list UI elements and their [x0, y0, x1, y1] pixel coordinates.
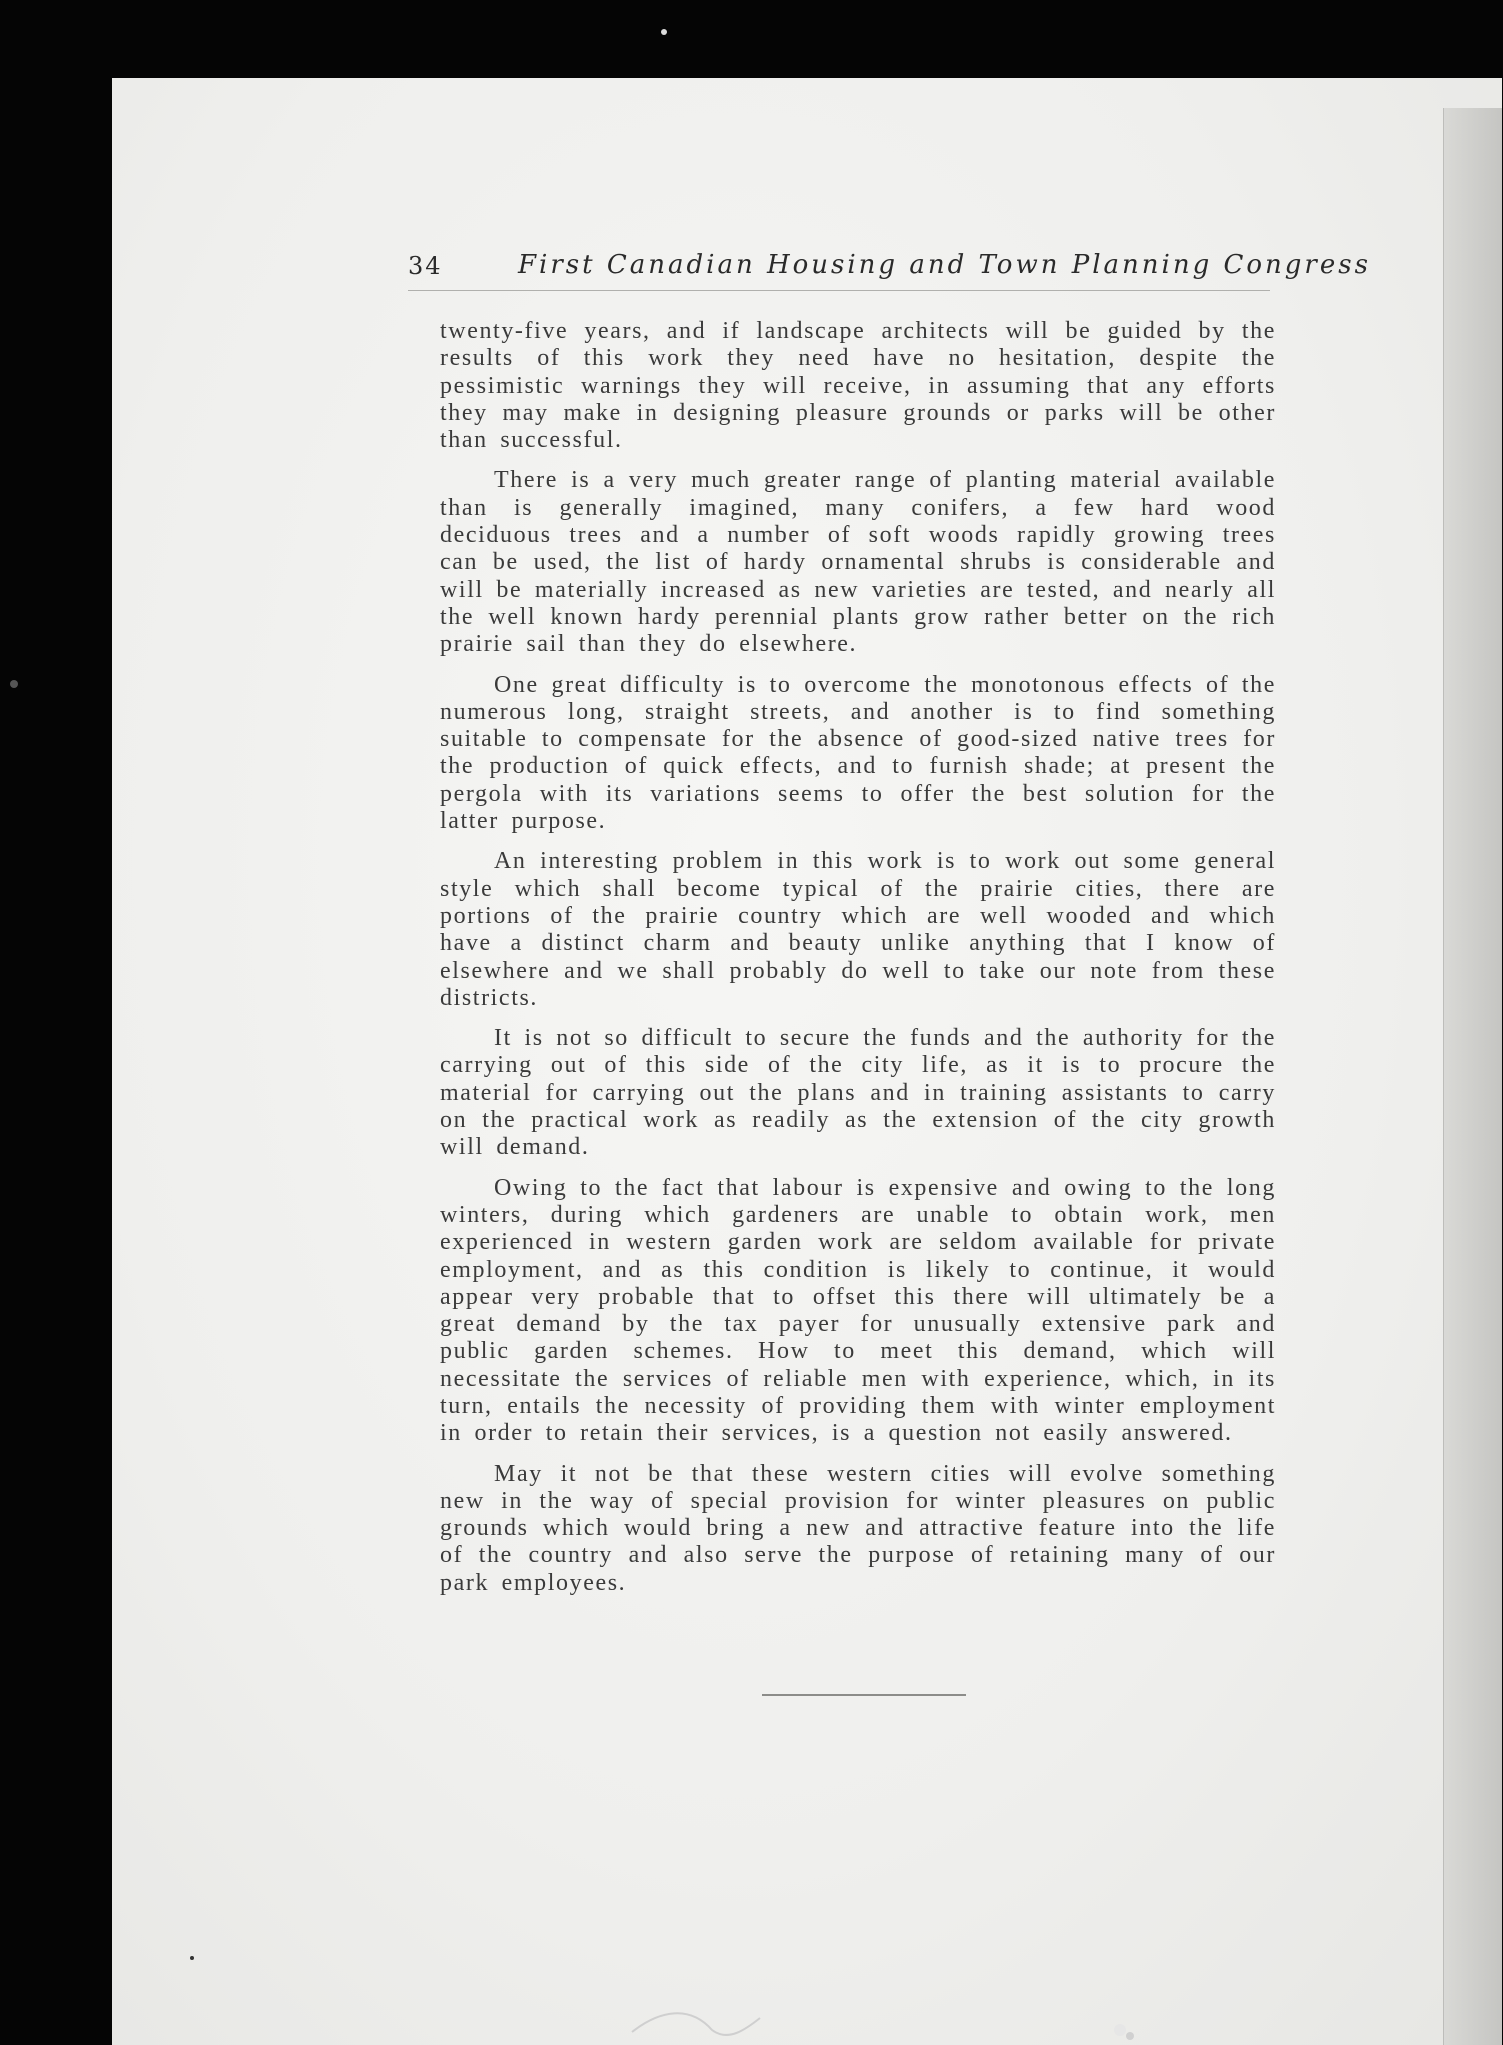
running-title: First Canadian Housing and Town Planning Congress: [518, 250, 1371, 280]
paragraph-6: Owing to the fact that labour is expensive and owing to the long winters, during which gardeners are unable to obtain work, men experienced in western garden work are seldom available for private employment, and as this condition is likely to continue, it would appear very probable that to offset this there will ultimately be a great demand by the tax payer for unusually extensive park and public garden schemes. How to meet this demand, which will necessitate the services of reliable men with experience, which, in its turn, entails the necessity of providing them with winter employment in order to retain their services, is a question not easily answered.: [440, 1174, 1276, 1447]
end-rule: [762, 1694, 966, 1696]
header-rule: [408, 290, 1270, 291]
paragraph-4: An interesting problem in this work is to work out some general style which shall become typical of the prairie cities, there are portions of the prairie country which are well wooded and which have a distinct charm and beauty unlike anything that I know of elsewhere and we shall probably do well to take our note from these districts.: [440, 848, 1276, 1011]
paragraph-5: It is not so difficult to secure the funds and the authority for the carrying out of this side of the city life, as it is to procure the material for carrying out the plans and in training assistants to carry on the practical work as readily as the extension of the city growth will demand.: [440, 1025, 1276, 1161]
paragraph-3: One great difficulty is to overcome the monotonous effects of the numerous long, straight streets, and another is to find something suitable to compensate for the absence of good-sized native trees for the production of quick effects, and to furnish shade; at present the pergola with its variations seems to offer the best solution for the latter purpose.: [440, 671, 1276, 835]
scan-speck: [10, 680, 18, 688]
paragraph-7: May it not be that these western cities will evolve something new in the way of special provision for winter pleasures on public grounds which would bring a new and attractive feature into the life of the country and also serve the purpose of retaining many of our park employees.: [440, 1460, 1276, 1596]
body-text: [440, 318, 1276, 1610]
paragraph-2: There is a very much greater range of planting material available than is generally imagined, many conifers, a few hard wood deciduous trees and a number of soft woods rapidly growing trees can be used, the list of hardy ornamental shrubs is considerable and will be materially increased as new varieties are tested, and nearly all the well known hardy perennial plants grow rather better on the rich prairie sail than they do elsewhere.: [440, 467, 1276, 658]
page-header: [408, 248, 1371, 292]
scan-speck: [661, 29, 667, 35]
paragraph-1: twenty-five years, and if landscape architects will be guided by the results of this work they need have no hesitation, despite the pessimistic warnings they will receive, in assuming that any efforts they may make in designing pleasure grounds or parks will be other than successful.: [440, 318, 1276, 454]
page-number: 34: [408, 252, 443, 280]
page-edge-shadow: [1443, 108, 1502, 2045]
